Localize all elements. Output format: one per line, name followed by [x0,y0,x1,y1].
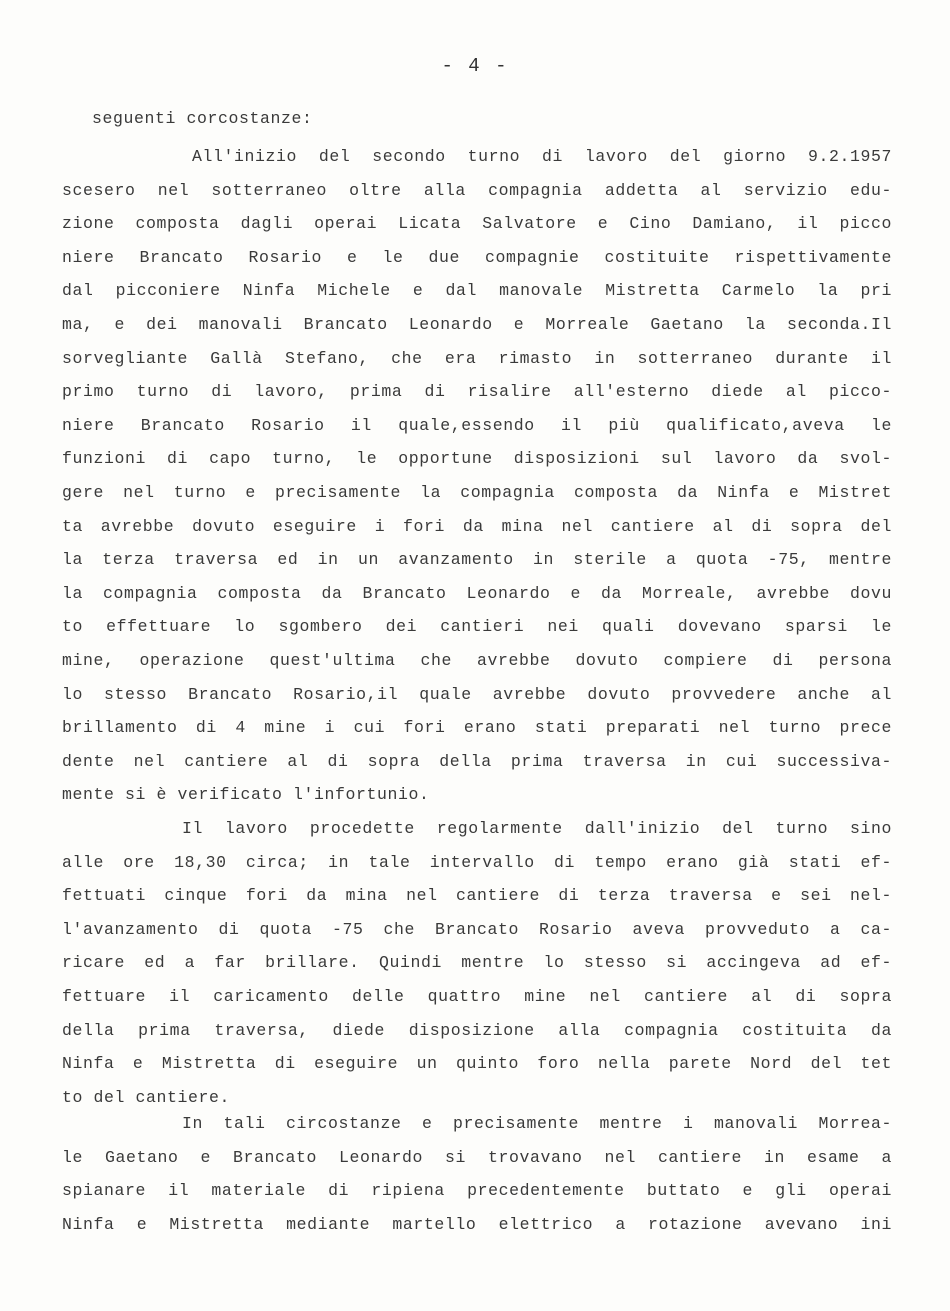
paragraph-line: Il lavoro procedette regolarmente dall'inizio del turno sino [182,819,892,838]
paragraph-line: ta avrebbe dovuto eseguire i fori da mina nel cantiere al di sopra del [62,516,892,536]
paragraph-line: brillamento di 4 mine i cui fori erano stati preparati nel turno prece [62,718,892,738]
intro-line [92,102,922,136]
paragraph-line: la terza traversa ed in un avanzamento in sterile a quota -75, mentre [62,550,892,570]
paragraph-line: alle ore 18,30 circa; in tale intervallo di tempo erano già stati ef- [62,852,892,872]
paragraph-line: gere nel turno e precisamente la compagnia composta da Ninfa e Mistret [62,482,892,502]
paragraph-line: dal picconiere Ninfa Michele e dal manovale Mistretta Carmelo la pri [62,281,892,301]
paragraph-line: zione composta dagli operai Licata Salvatore e Cino Damiano, il picco [62,214,892,234]
paragraph-line: mente si è verificato l'infortunio. [62,785,430,805]
paragraph-line: niere Brancato Rosario il quale,essendo il più qualificato,aveva le [62,415,892,435]
paragraph-3 [62,1107,892,1241]
paragraph-line: ricare ed a far brillare. Quindi mentre lo stesso si accingeva ad ef- [62,953,892,973]
paragraph-2 [62,812,892,1114]
paragraph-line: la compagnia composta da Brancato Leonardo e da Morreale, avrebbe dovu [62,583,892,603]
paragraph-line: le Gaetano e Brancato Leonardo si trovavano nel cantiere in esame a [62,1147,892,1167]
paragraph-line: Ninfa e Mistretta di eseguire un quinto foro nella parete Nord del tet [62,1054,892,1074]
paragraph-line: lo stesso Brancato Rosario,il quale avrebbe dovuto provvedere anche al [62,684,892,704]
paragraph-line: primo turno di lavoro, prima di risalire all'esterno diede al picco- [62,382,892,402]
paragraph-line: fettuati cinque fori da mina nel cantiere di terza traversa e sei nel- [62,886,892,906]
paragraph-line: fettuare il caricamento delle quattro mine nel cantiere al di sopra [62,986,892,1006]
paragraph-line: to effettuare lo sgombero dei cantieri nei quali dovevano sparsi le [62,617,892,637]
paragraph-line: spianare il materiale di ripiena precedentemente buttato e gli operai [62,1181,892,1201]
paragraph-line: scesero nel sotterraneo oltre alla compagnia addetta al servizio edu- [62,180,892,200]
paragraph-line: All'inizio del secondo turno di lavoro del giorno 9.2.1957 [192,147,892,166]
paragraph-line: funzioni di capo turno, le opportune disposizioni sul lavoro da svol- [62,449,892,469]
paragraph-line: l'avanzamento di quota -75 che Brancato Rosario aveva provveduto a ca- [62,919,892,939]
paragraph-line: sorvegliante Gallà Stefano, che era rimasto in sotterraneo durante il [62,348,892,368]
paragraph-1 [62,140,892,812]
paragraph-line: ma, e dei manovali Brancato Leonardo e Morreale Gaetano la seconda.Il [62,314,892,334]
paragraph-line: Ninfa e Mistretta mediante martello elettrico a rotazione avevano ini [62,1214,892,1234]
page-number: - 4 - [441,55,509,77]
paragraph-line: In tali circostanze e precisamente mentre i manovali Morrea- [182,1114,892,1133]
paragraph-line: mine, operazione quest'ultima che avrebbe dovuto compiere di persona [62,650,892,670]
paragraph-line: to del cantiere. [62,1087,231,1107]
intro-text: seguenti corcostanze: [92,109,313,128]
paragraph-line: niere Brancato Rosario e le due compagnie costituite rispettivamente [62,247,892,267]
paragraph-line: della prima traversa, diede disposizione alla compagnia costituita da [62,1020,892,1040]
paragraph-line: dente nel cantiere al di sopra della prima traversa in cui successiva- [62,751,892,771]
